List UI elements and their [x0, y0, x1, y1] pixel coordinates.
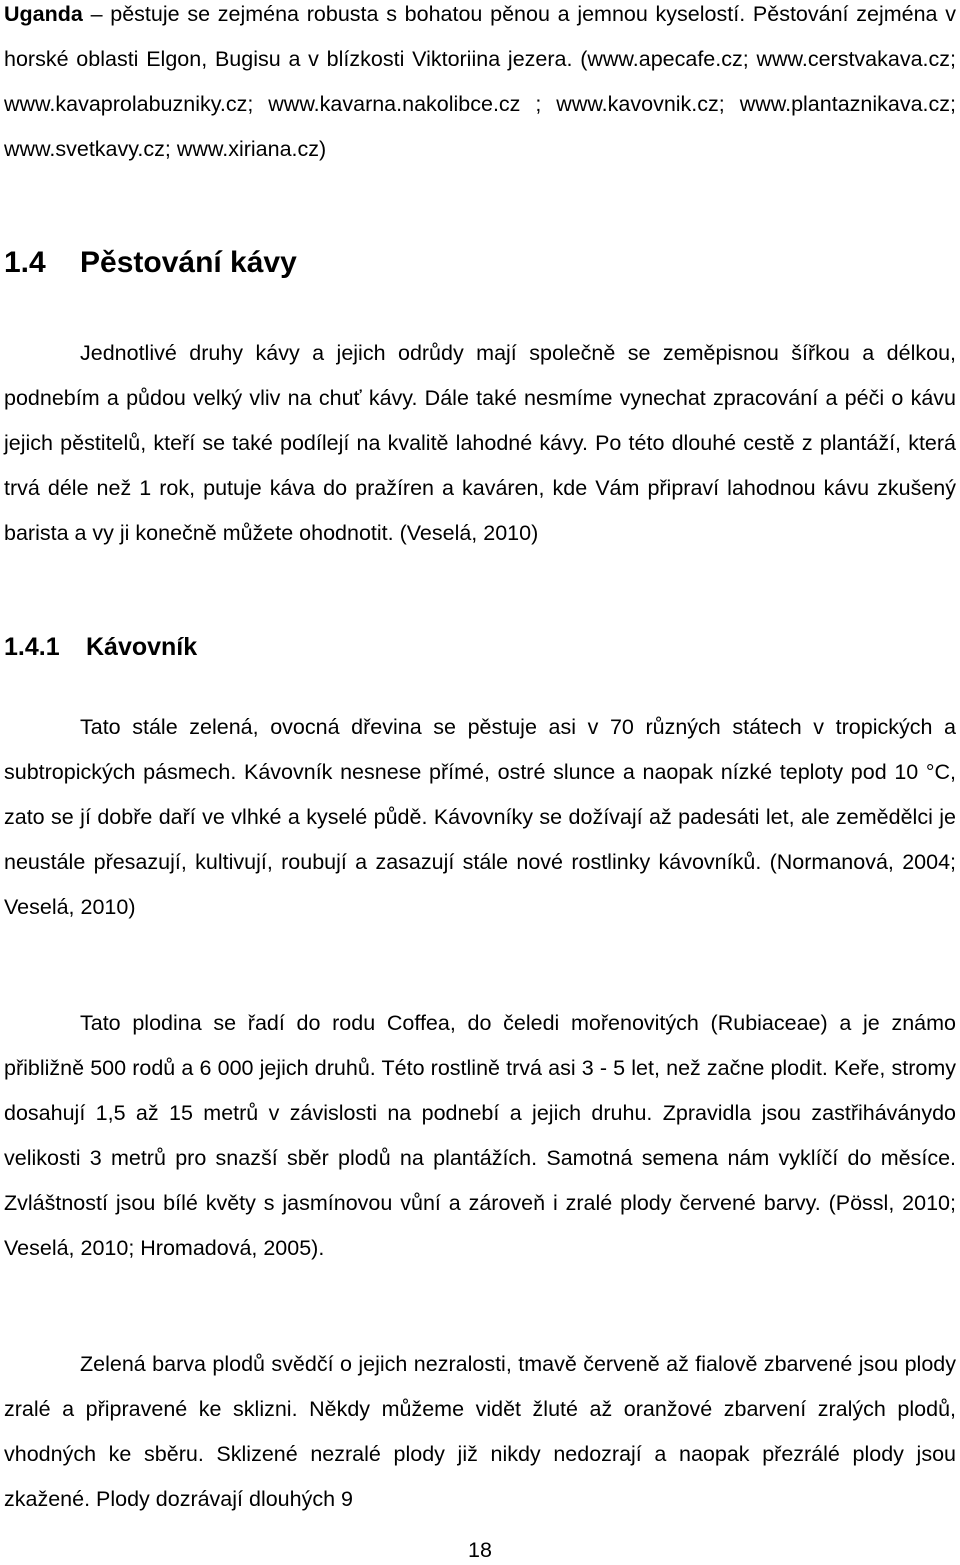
subsection-number: 1.4.1 [4, 633, 60, 661]
page-number: 18 [468, 1538, 492, 1562]
subsection-title: Kávovník [86, 633, 198, 661]
kavovnik-paragraph-3: Zelená barva plodů svědčí o jejich nezralosti, tmavě červeně až fialově zbarvené jsou plody zralé a připravené ke sklizni. Někdy můžeme vidět žluté až oranžové zbarvení zralých plodů, vhodných ke sběru. Sklizené nezralé plody již nikdy nedozrají a naopak přezrálé plody jsou zkažené. Plody dozrávají dlouhých 9 [4, 1352, 956, 1511]
kavovnik-paragraph-1: Tato stále zelená, ovocná dřevina se pěstuje asi v 70 různých státech v tropických a subtropických pásmech. Kávovník nesnese přímé, ostré slunce a naopak nízké teploty pod 10 °C, zato se jí dobře daří ve vlhké a kyselé půdě. Kávovníky se dožívají až padesáti let, ale zemědělci je neustále přesazují, kultivují, roubují a zasazují stále nové rostlinky kávovníků. (Normanová, 2004; Veselá, 2010) [4, 715, 956, 919]
section-title: Pěstování kávy [80, 246, 297, 279]
kavovnik-paragraph-2: Tato plodina se řadí do rodu Coffea, do čeledi mořenovitých (Rubiaceae) a je známo přibližně 500 rodů a 6 000 jejich druhů. Této rostlině trvá asi 3 - 5 let, než začne plodit. Keře, stromy dosahují 1,5 až 15 metrů v závislosti na podnebí a jejich druhu. Zpravidla jsou zastřiháványdo velikosti 3 metrů pro snazší sběr plodů na plantážích. Samotná semena nám vyklíčí do měsíce. Zvláštností jsou bílé květy s jasmínovou vůní a zároveň i zralé plody červené barvy. (Pössl, 2010; Veselá, 2010; Hromadová, 2005). [4, 1011, 956, 1260]
section-number: 1.4 [4, 246, 46, 279]
section-heading-1-4 [4, 246, 297, 280]
section-1-4-paragraph: Jednotlivé druhy kávy a jejich odrůdy mají společně se zeměpisnou šířkou a délkou, podnebím a půdou velký vliv na chuť kávy. Dále také nesmíme vynechat zpracování a péči o kávu jejich pěstitelů, kteří se také podílejí na kvalitě lahodné kávy. Po této dlouhé cestě z plantáží, která trvá déle než 1 rok, putuje káva do pražíren a kaváren, kde Vám připraví lahodnou kávu zkušený barista a vy ji konečně můžete ohodnotit. (Veselá, 2010) [4, 341, 956, 545]
intro-bold-lead: Uganda [4, 2, 83, 26]
subsection-heading-1-4-1 [4, 633, 197, 662]
intro-paragraph [4, 0, 956, 172]
intro-text: – pěstuje se zejména robusta s bohatou pěnou a jemnou kyselostí. Pěstování zejména v horské oblasti Elgon, Bugisu a v blízkosti Viktoriina jezera. (www.apecafe.cz; www.cerstvakava.cz; www.kavaprolabuzniky.cz; www.kavarna.nakolibce.cz ; www.kavovnik.cz; www.plantaznikava.cz; www.svetkavy.cz; www.xiriana.cz) [4, 2, 956, 161]
